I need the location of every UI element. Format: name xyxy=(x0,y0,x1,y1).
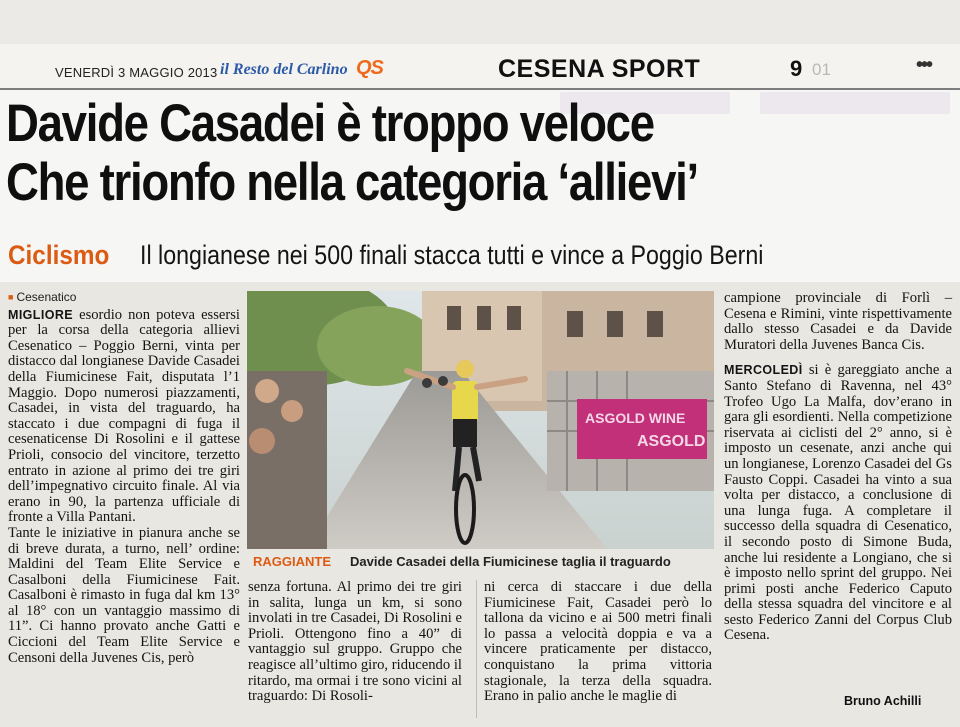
subhead-text: Il longianese nei 500 finali stacca tutti e vince a Poggio Berni xyxy=(140,240,764,270)
headline-line-2: Che trionfo nella categoria ‘allievi’ xyxy=(6,153,698,212)
subheadline xyxy=(0,238,960,282)
author-byline: Bruno Achilli xyxy=(844,694,922,708)
issue-date: VENERDÌ 3 MAGGIO 2013 xyxy=(55,65,218,80)
column-divider xyxy=(476,580,477,718)
page-number: 9 xyxy=(790,56,803,81)
headline-block xyxy=(0,90,960,240)
photo-illustration xyxy=(247,291,714,549)
headline-line-1: Davide Casadei è troppo veloce xyxy=(6,94,654,153)
article-paragraph: campione provinciale di Forlì – Cesena e Rimini, vinte rispettivamente dallo stesso Casadei e da Davide Muratori della Juvenes Banca Cis. xyxy=(724,290,952,353)
section-title: CESENA SPORT xyxy=(498,55,701,83)
paragraph-text: si è gareggiato anche a Santo Stefano di Ravenna, nel 43° Trofeo Ugo La Malfa, dov’erano in gara gli esordienti. Nella competizione riservata ai ciclisti del 2° anno, si è imposto un cesenate, anzi anche qui un longianese, Lorenzo Casadei del Gs Fausto Coppi. Casadei ha vinto a sua volta per distacco, a conclusione di una lunga fuga. A completare il successo della squadra di Cesenatico, il secondo posto di Simone Buda, anche lui residente a Longiano, che si è imposto nello sprint del gruppo. Nei primi posti anche Federico Caputo della stessa squadra del vincitore e al sesto Federico Zanni del Corpus Club Cesena. xyxy=(724,362,952,644)
photo-caption xyxy=(247,552,714,574)
newspaper-name: il Resto del Carlino xyxy=(220,61,348,78)
article-column-1 xyxy=(8,290,240,666)
caption-text: Davide Casadei della Fiumicinese taglia il traguardo xyxy=(350,554,671,569)
article-column-3: ni cerca di staccare i due della Fiumicinese Fait, Casadei però lo tallona da vicino e ai 500 metri finali lo passa a velocità doppia e va a vincere praticamente per distacco, conquistano la prima vittoria stagionale, la terza della squadra. Erano in palio anche le maglie di xyxy=(484,579,712,705)
dateline-place: ■ Cesenatico xyxy=(8,290,240,306)
race-finish-photo xyxy=(247,291,714,549)
subhead-kicker: Ciclismo xyxy=(8,240,110,270)
show-through-print-2 xyxy=(760,92,950,114)
lead-word: MIGLIORE xyxy=(8,307,74,322)
caption-kicker: RAGGIANTE xyxy=(253,554,331,569)
article-paragraph xyxy=(724,363,952,644)
banner-text: ASGOLD WINE xyxy=(585,410,686,426)
article-column-4 xyxy=(724,291,952,644)
masthead-dots: ••• xyxy=(916,54,932,76)
article-paragraph: Tante le iniziative in pianura anche se di breve durata, a turno, nell’ ordine: Maldini del Team Elite Service e Casalboni della Fiumicinese Fait. Casalboni è rimasto in fuga dal km 13° al 18° con un vantaggio massimo di 11”. Ci hanno provato anche Gatti e Ciccioni del Team Elite Service e Censoni della Juvenes Cis, però xyxy=(8,524,240,666)
paragraph-text: esordio non poteva essersi per la corsa della categoria allievi Cesenatico – Poggio Berni, vinta per distacco dal longianese Davide Casadei della Fiumicinese Fait, disputata l’1 Maggio. Dopo numerosi piazzamenti, Casadei, in vista del traguardo, ha staccato i due compagni di fuga il cesenaticense Di Rosolini e il gattese Prioli, consocio del vincitore, terzetto entrato in azione al primo dei tre giri dell’impegnativo circuito finale. Al via erano in 90, la partenza ufficiale di fronte a Villa Pantani. xyxy=(8,306,240,526)
qs-logo: QS xyxy=(356,57,383,79)
banner-text-2: ASGOLD xyxy=(637,433,706,450)
article-paragraph xyxy=(8,308,240,526)
lead-word: MERCOLEDÌ xyxy=(724,363,803,378)
page-top-margin xyxy=(0,0,960,44)
article-column-2: senza fortuna. Al primo dei tre giri in salita, lunga un km, si sono involati in tre Casadei, Di Rosolini e Prioli. Ottengono fino a 40” di vantaggio sul gruppo. Gruppo che reagisce all’ultimo giro, riducendo il ritardo, ma ormai i tre sono vicini al traguardo: Di Rosoli- xyxy=(248,579,462,705)
newspaper-masthead xyxy=(0,44,960,90)
page-number-faint: 01 xyxy=(812,60,831,79)
